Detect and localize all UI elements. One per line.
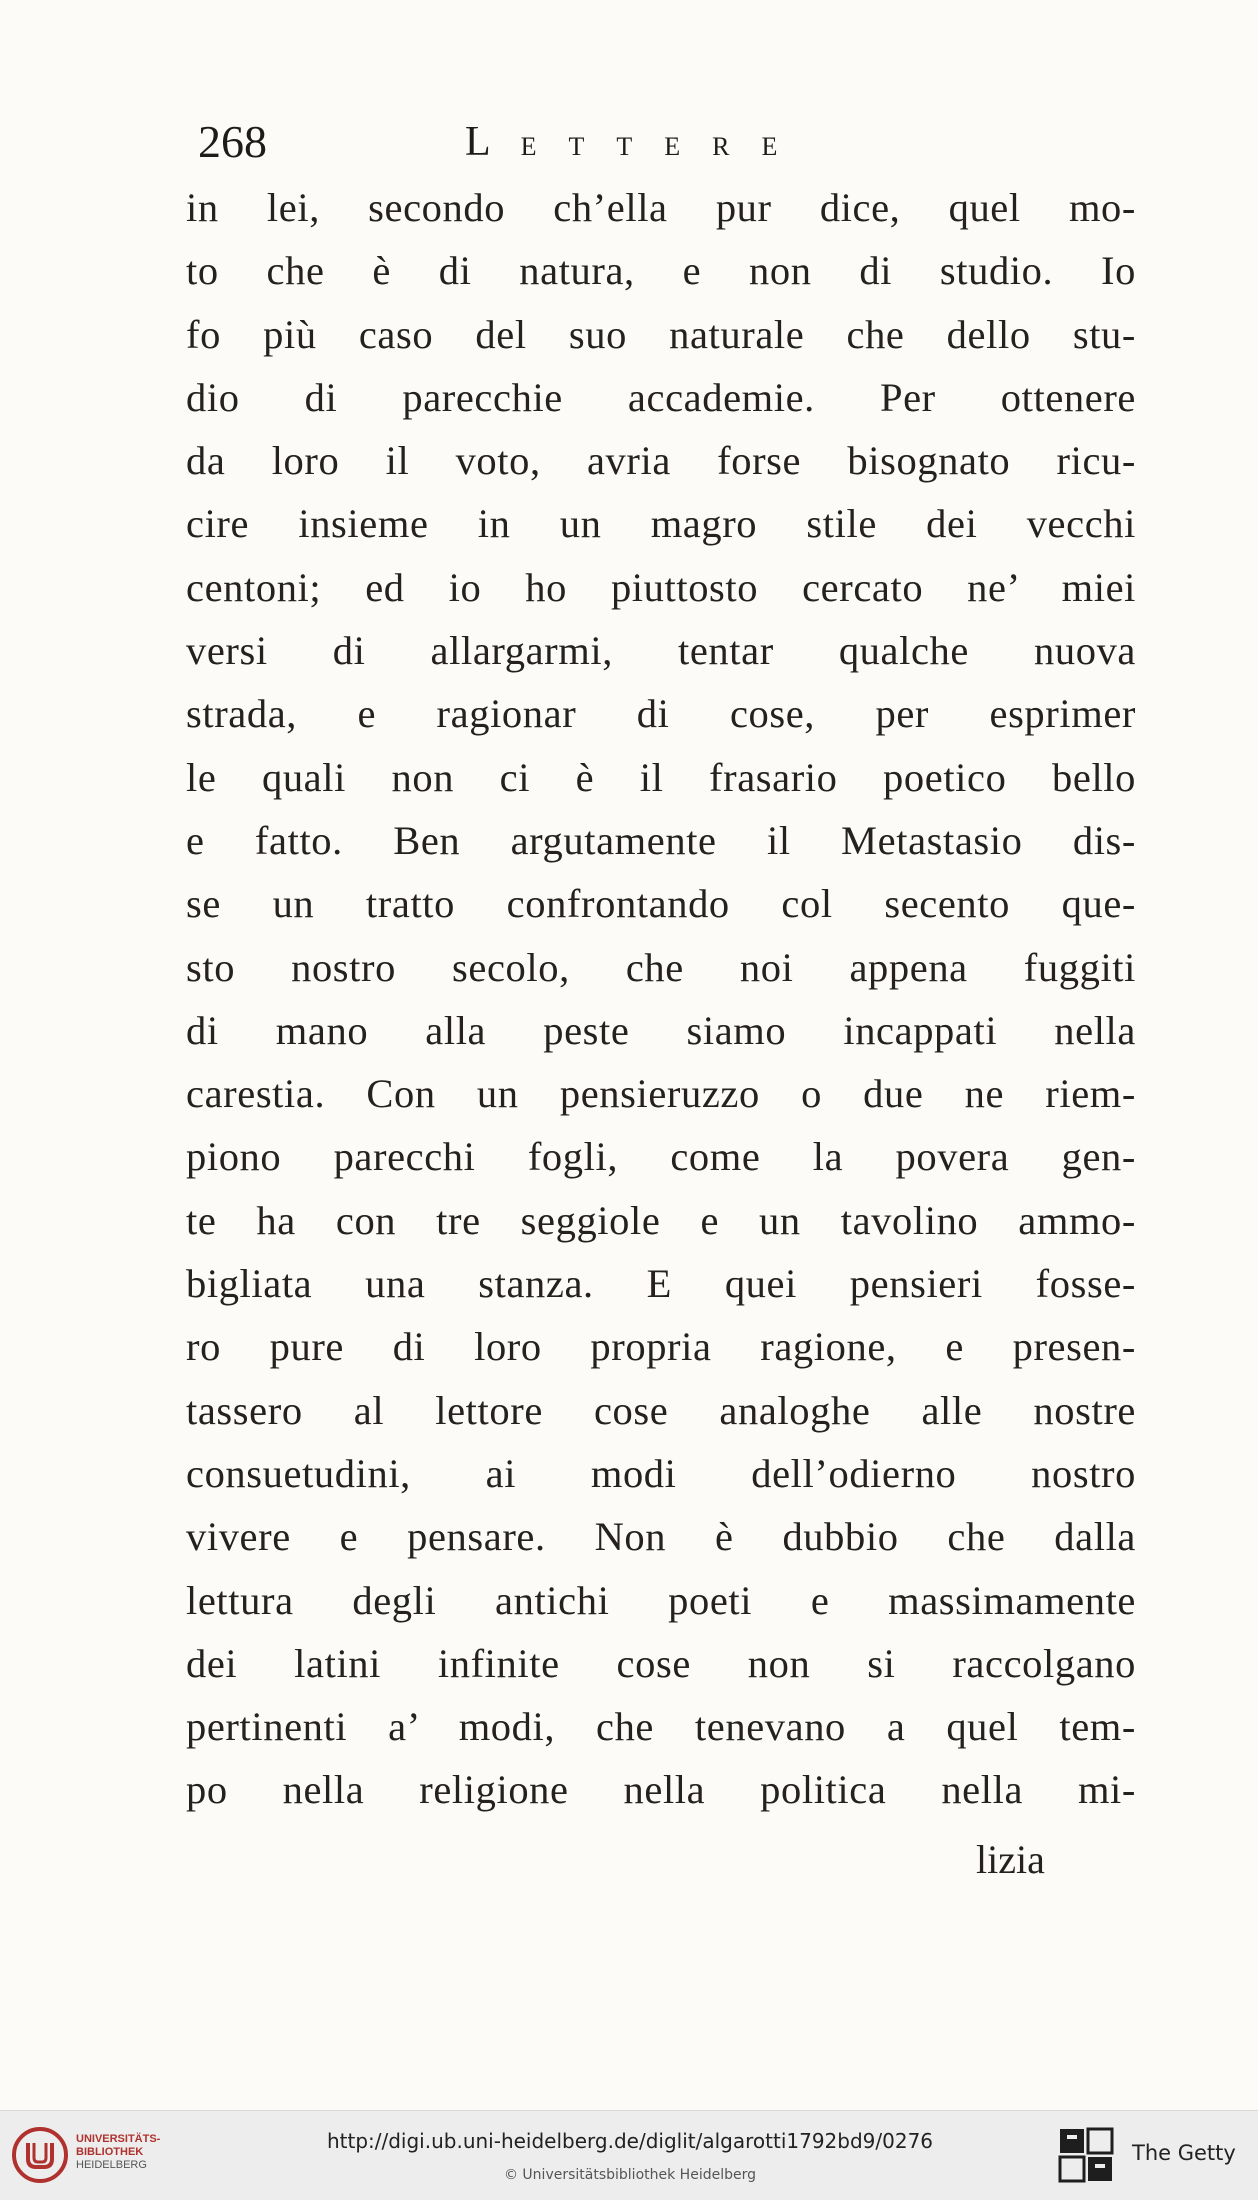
text-line: dei latini infinite cose non si raccolgano [186,1640,1136,1686]
text-line: lettura degli antichi poeti e massimamente [186,1577,1136,1623]
library-name-line1: UNIVERSITÄTS- [76,2133,161,2145]
library-name [76,2133,160,2172]
running-head [0,112,1258,172]
text-line: bigliata una stanza. E quei pensieri fosse- [186,1261,1136,1307]
text-line: versi di allargarmi, tentar qualche nuova [186,628,1136,674]
text-line: vivere e pensare. Non è dubbio che dalla [186,1514,1136,1560]
text-line: e fatto. Ben argutamente il Metastasio dis- [186,817,1136,863]
copyright-notice: © Universitätsbibliothek Heidelberg [503,2167,756,2183]
text-line: sto nostro secolo, che noi appena fuggiti [186,944,1136,990]
getty-logo-icon [1058,2127,1114,2183]
running-title-initial: L [465,119,521,165]
text-line: di mano alla peste siamo incappati nella [186,1007,1136,1053]
text-line: le quali non ci è il frasario poetico bello [186,754,1136,800]
running-title-rest: ETTERE [520,132,810,161]
text-line: tassero al lettore cose analoghe alle nostre [186,1387,1136,1433]
catchword: lizia [976,1837,1045,1882]
text-line: piono parecchi fogli, come la povera gen- [186,1134,1136,1180]
running-title [465,112,809,177]
text-line: in lei, secondo ch’ella pur dice, quel mo- [186,185,1136,230]
body-text [186,176,1136,1822]
university-library-logo-icon [10,2125,70,2185]
page-number: 268 [198,116,267,167]
text-line: dio di parecchie accademie. Per ottenere [186,374,1136,420]
library-name-line2: BIBLIOTHEK [76,2146,144,2158]
text-line: da loro il voto, avria forse bisognato ricu- [186,438,1136,484]
partner-name: The Getty [1132,2141,1236,2165]
text-line: cire insieme in un magro stile dei vecchi [186,501,1136,547]
text-line: carestia. Con un pensieruzzo o due ne riem- [186,1071,1136,1117]
text-line: po nella religione nella politica nella mi- [186,1767,1136,1813]
permalink-url[interactable]: http://digi.ub.uni-heidelberg.de/diglit/algarotti1792bd9/0276 [326,2129,934,2153]
viewer-footer [0,2110,1258,2200]
text-line: fo più caso del suo naturale che dello stu- [186,311,1136,357]
text-line: consuetudini, ai modi dell’odierno nostro [186,1450,1136,1496]
text-line: te ha con tre seggiole e un tavolino ammo- [186,1197,1136,1243]
library-name-line3: HEIDELBERG [76,2159,147,2171]
text-line: strada, e ragionar di cose, per esprimer [186,691,1136,737]
text-line: to che è di natura, e non di studio. Io [186,248,1136,294]
text-line: se un tratto confrontando col secento que- [186,881,1136,927]
text-line: ro pure di loro propria ragione, e presen- [186,1324,1136,1370]
text-line: centoni; ed io ho piuttosto cercato ne’ miei [186,564,1136,610]
text-line: pertinenti a’ modi, che tenevano a quel tem- [186,1704,1136,1750]
